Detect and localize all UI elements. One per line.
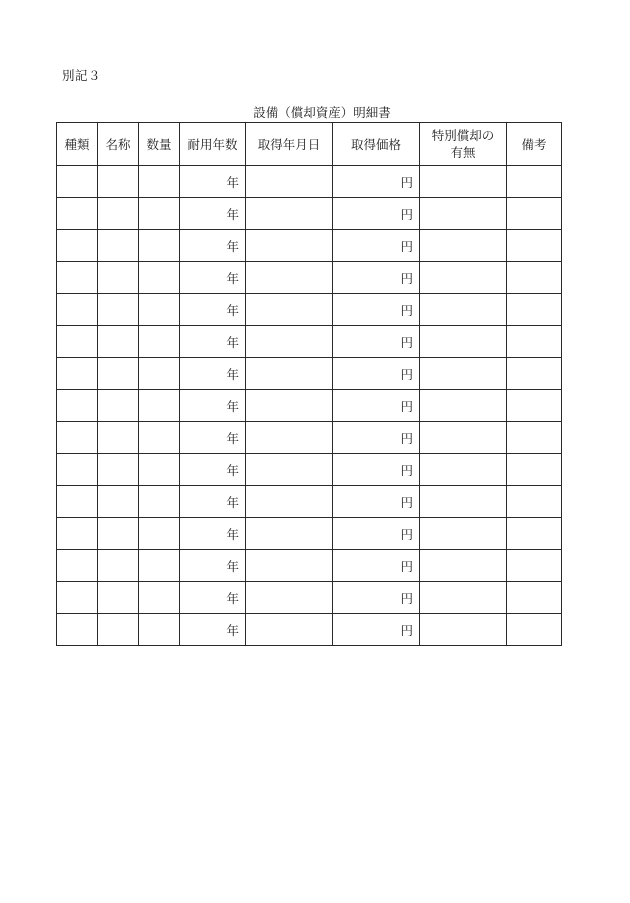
table-row — [57, 198, 562, 230]
cell-date[interactable] — [246, 326, 333, 358]
cell-kind[interactable] — [57, 486, 98, 518]
cell-special[interactable] — [420, 390, 507, 422]
cell-name[interactable] — [98, 454, 139, 486]
cell-special[interactable] — [420, 230, 507, 262]
cell-special[interactable] — [420, 582, 507, 614]
unit-year: 年 — [226, 494, 239, 510]
table-row — [57, 390, 562, 422]
unit-yen: 円 — [400, 398, 413, 414]
cell-date[interactable] — [246, 230, 333, 262]
cell-kind[interactable] — [57, 198, 98, 230]
cell-remarks[interactable] — [507, 390, 562, 422]
header-special-depreciation-line2: 有無 — [450, 145, 476, 160]
header-kind: 種類 — [57, 123, 98, 166]
cell-date[interactable] — [246, 198, 333, 230]
cell-price[interactable] — [333, 198, 420, 230]
cell-date[interactable] — [246, 166, 333, 198]
table-row — [57, 486, 562, 518]
cell-special[interactable] — [420, 422, 507, 454]
unit-year: 年 — [226, 270, 239, 286]
cell-remarks[interactable] — [507, 262, 562, 294]
document-title: 設備（償却資産）明細書 — [253, 105, 391, 120]
unit-yen: 円 — [400, 270, 413, 286]
cell-special[interactable] — [420, 550, 507, 582]
cell-qty[interactable] — [139, 614, 180, 646]
cell-price[interactable] — [333, 550, 420, 582]
unit-yen: 円 — [400, 238, 413, 254]
header-acquisition-date: 取得年月日 — [246, 123, 333, 166]
unit-year: 年 — [226, 366, 239, 382]
cell-life[interactable] — [180, 198, 246, 230]
unit-year: 年 — [226, 590, 239, 606]
cell-life[interactable] — [180, 326, 246, 358]
unit-yen: 円 — [400, 622, 413, 638]
cell-price[interactable] — [333, 326, 420, 358]
cell-kind[interactable] — [57, 294, 98, 326]
unit-yen: 円 — [400, 206, 413, 222]
cell-kind[interactable] — [57, 518, 98, 550]
table-row — [57, 262, 562, 294]
header-special-depreciation-line1: 特別償却の — [431, 128, 495, 143]
cell-date[interactable] — [246, 518, 333, 550]
cell-price[interactable] — [333, 166, 420, 198]
cell-life[interactable] — [180, 614, 246, 646]
cell-name[interactable] — [98, 262, 139, 294]
unit-yen: 円 — [400, 526, 413, 542]
cell-price[interactable] — [333, 262, 420, 294]
cell-life[interactable] — [180, 166, 246, 198]
cell-qty[interactable] — [139, 454, 180, 486]
unit-yen: 円 — [400, 494, 413, 510]
cell-date[interactable] — [246, 614, 333, 646]
table-body — [57, 166, 562, 646]
cell-date[interactable] — [246, 262, 333, 294]
cell-kind[interactable] — [57, 262, 98, 294]
cell-kind[interactable] — [57, 166, 98, 198]
cell-name[interactable] — [98, 390, 139, 422]
cell-life[interactable] — [180, 358, 246, 390]
cell-life[interactable] — [180, 422, 246, 454]
cell-remarks[interactable] — [507, 198, 562, 230]
table-row — [57, 294, 562, 326]
header-remarks: 備考 — [507, 123, 562, 166]
cell-life[interactable] — [180, 518, 246, 550]
cell-special[interactable] — [420, 198, 507, 230]
cell-life[interactable] — [180, 262, 246, 294]
cell-remarks[interactable] — [507, 422, 562, 454]
cell-price[interactable] — [333, 614, 420, 646]
header-quantity: 数量 — [139, 123, 180, 166]
cell-qty[interactable] — [139, 262, 180, 294]
cell-date[interactable] — [246, 294, 333, 326]
cell-price[interactable] — [333, 294, 420, 326]
cell-kind[interactable] — [57, 230, 98, 262]
reference-label: 別記３ — [62, 68, 102, 83]
cell-special[interactable] — [420, 166, 507, 198]
unit-year: 年 — [226, 462, 239, 478]
cell-kind[interactable] — [57, 550, 98, 582]
cell-date[interactable] — [246, 486, 333, 518]
cell-qty[interactable] — [139, 518, 180, 550]
table-row — [57, 550, 562, 582]
table-row — [57, 230, 562, 262]
cell-special[interactable] — [420, 454, 507, 486]
cell-life[interactable] — [180, 550, 246, 582]
cell-qty[interactable] — [139, 294, 180, 326]
cell-life[interactable] — [180, 486, 246, 518]
cell-kind[interactable] — [57, 326, 98, 358]
cell-price[interactable] — [333, 230, 420, 262]
cell-name[interactable] — [98, 166, 139, 198]
cell-qty[interactable] — [139, 390, 180, 422]
table-row — [57, 582, 562, 614]
cell-name[interactable] — [98, 486, 139, 518]
cell-name[interactable] — [98, 294, 139, 326]
cell-price[interactable] — [333, 358, 420, 390]
unit-year: 年 — [226, 238, 239, 254]
cell-remarks[interactable] — [507, 326, 562, 358]
unit-year: 年 — [226, 622, 239, 638]
cell-kind[interactable] — [57, 582, 98, 614]
cell-remarks[interactable] — [507, 614, 562, 646]
cell-special[interactable] — [420, 326, 507, 358]
table-row — [57, 166, 562, 198]
cell-price[interactable] — [333, 454, 420, 486]
unit-year: 年 — [226, 302, 239, 318]
cell-price[interactable] — [333, 518, 420, 550]
table-header-row — [57, 123, 562, 166]
cell-remarks[interactable] — [507, 230, 562, 262]
cell-name[interactable] — [98, 230, 139, 262]
cell-special[interactable] — [420, 486, 507, 518]
unit-year: 年 — [226, 558, 239, 574]
unit-year: 年 — [226, 174, 239, 190]
cell-remarks[interactable] — [507, 454, 562, 486]
cell-special[interactable] — [420, 358, 507, 390]
unit-yen: 円 — [400, 462, 413, 478]
cell-remarks[interactable] — [507, 166, 562, 198]
cell-qty[interactable] — [139, 358, 180, 390]
cell-remarks[interactable] — [507, 582, 562, 614]
cell-special[interactable] — [420, 614, 507, 646]
cell-name[interactable] — [98, 422, 139, 454]
cell-date[interactable] — [246, 454, 333, 486]
cell-price[interactable] — [333, 486, 420, 518]
cell-price[interactable] — [333, 582, 420, 614]
cell-qty[interactable] — [139, 582, 180, 614]
header-acquisition-price: 取得価格 — [333, 123, 420, 166]
cell-special[interactable] — [420, 518, 507, 550]
cell-date[interactable] — [246, 390, 333, 422]
cell-date[interactable] — [246, 550, 333, 582]
unit-yen: 円 — [400, 334, 413, 350]
cell-remarks[interactable] — [507, 486, 562, 518]
cell-kind[interactable] — [57, 614, 98, 646]
unit-yen: 円 — [400, 366, 413, 382]
table-row — [57, 454, 562, 486]
cell-qty[interactable] — [139, 166, 180, 198]
header-useful-life: 耐用年数 — [180, 123, 246, 166]
cell-life[interactable] — [180, 230, 246, 262]
cell-price[interactable] — [333, 390, 420, 422]
cell-name[interactable] — [98, 550, 139, 582]
header-name: 名称 — [98, 123, 139, 166]
cell-kind[interactable] — [57, 422, 98, 454]
cell-remarks[interactable] — [507, 550, 562, 582]
table-row — [57, 422, 562, 454]
cell-remarks[interactable] — [507, 358, 562, 390]
cell-name[interactable] — [98, 358, 139, 390]
cell-special[interactable] — [420, 294, 507, 326]
unit-yen: 円 — [400, 558, 413, 574]
unit-year: 年 — [226, 398, 239, 414]
asset-detail-table — [56, 122, 562, 646]
cell-kind[interactable] — [57, 454, 98, 486]
cell-life[interactable] — [180, 582, 246, 614]
unit-yen: 円 — [400, 430, 413, 446]
cell-qty[interactable] — [139, 326, 180, 358]
cell-date[interactable] — [246, 358, 333, 390]
cell-kind[interactable] — [57, 358, 98, 390]
unit-year: 年 — [226, 206, 239, 222]
table-row — [57, 614, 562, 646]
unit-yen: 円 — [400, 174, 413, 190]
cell-kind[interactable] — [57, 390, 98, 422]
cell-name[interactable] — [98, 326, 139, 358]
header-special-depreciation — [420, 123, 507, 166]
unit-yen: 円 — [400, 302, 413, 318]
cell-name[interactable] — [98, 518, 139, 550]
unit-year: 年 — [226, 334, 239, 350]
cell-name[interactable] — [98, 614, 139, 646]
unit-year: 年 — [226, 526, 239, 542]
unit-year: 年 — [226, 430, 239, 446]
cell-date[interactable] — [246, 582, 333, 614]
cell-remarks[interactable] — [507, 518, 562, 550]
cell-price[interactable] — [333, 422, 420, 454]
table-row — [57, 518, 562, 550]
cell-qty[interactable] — [139, 486, 180, 518]
cell-remarks[interactable] — [507, 294, 562, 326]
unit-yen: 円 — [400, 590, 413, 606]
cell-name[interactable] — [98, 198, 139, 230]
cell-special[interactable] — [420, 262, 507, 294]
cell-qty[interactable] — [139, 230, 180, 262]
cell-life[interactable] — [180, 454, 246, 486]
table-row — [57, 358, 562, 390]
cell-date[interactable] — [246, 422, 333, 454]
table-row — [57, 326, 562, 358]
cell-life[interactable] — [180, 390, 246, 422]
cell-qty[interactable] — [139, 550, 180, 582]
cell-qty[interactable] — [139, 198, 180, 230]
cell-name[interactable] — [98, 582, 139, 614]
cell-qty[interactable] — [139, 422, 180, 454]
cell-life[interactable] — [180, 294, 246, 326]
